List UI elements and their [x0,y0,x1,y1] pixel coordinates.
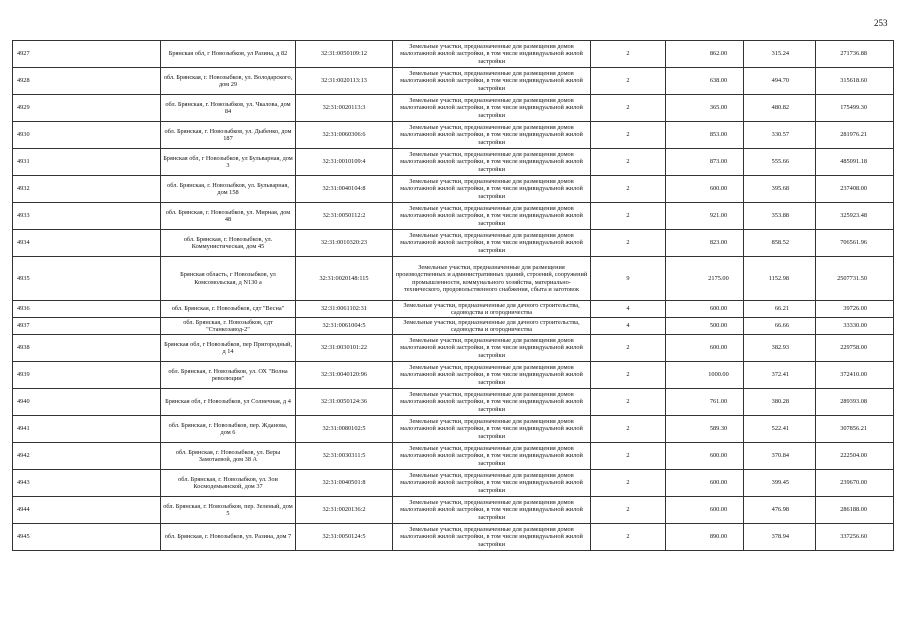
cadastral-number-cell: 32:31:0050109:12 [296,41,393,68]
specific-value-cell: 522.41 [744,416,816,443]
land-use-purpose-cell: Земельные участки, предназначенные для размещения домов малоэтажной жилой застройки, в том числе индивидуальной жилой застройки [393,203,591,230]
table-row [13,95,894,122]
address-cell: обл. Брянская, г. Новозыбков, ул. Веры Замотаевой, дом 38 А [161,443,296,470]
specific-value-cell: 399.45 [744,470,816,497]
row-number: 4937 [13,318,161,335]
address-cell: обл. Брянская, г. Новозыбков, сдт "Весна" [161,301,296,318]
land-use-purpose-cell: Земельные участки, предназначенные для дачного строительства, садоводства и огородничества [393,318,591,335]
land-use-purpose-cell: Земельные участки, предназначенные для размещения домов малоэтажной жилой застройки, в том числе индивидуальной жилой застройки [393,68,591,95]
cadastral-value-cell: 315618.60 [816,68,894,95]
land-use-purpose-cell: Земельные участки, предназначенные для размещения домов малоэтажной жилой застройки, в том числе индивидуальной жилой застройки [393,95,591,122]
address-cell: Брянская обл, г Новозыбков, ул Бульварная, дом 3 [161,149,296,176]
table-row [13,301,894,318]
table-row [13,149,894,176]
specific-value-cell: 380.28 [744,389,816,416]
cadastral-number-cell: 32:31:0020148:115 [296,257,393,301]
specific-value-cell: 330.57 [744,122,816,149]
cadastral-value-cell: 337256.60 [816,524,894,551]
specific-value-cell: 353.88 [744,203,816,230]
address-cell: Брянская обл, г Новозыбков, ул Солнечная, д 4 [161,389,296,416]
cadastral-value-cell: 33330.00 [816,318,894,335]
area-cell: 600.00 [666,176,744,203]
specific-value-cell: 555.66 [744,149,816,176]
row-number: 4936 [13,301,161,318]
address-cell: обл. Брянская, г. Новозыбков, ул. ОХ "Волна революции" [161,362,296,389]
cadastral-value-cell: 307856.21 [816,416,894,443]
use-group-cell: 2 [591,230,666,257]
use-group-cell: 2 [591,176,666,203]
area-cell: 2175.00 [666,257,744,301]
specific-value-cell: 315.24 [744,41,816,68]
area-cell: 500.00 [666,318,744,335]
address-cell: обл. Брянская, г. Новозыбков, пер. Жданова, дом 6 [161,416,296,443]
cadastral-number-cell: 32:31:0040501:8 [296,470,393,497]
specific-value-cell: 66.66 [744,318,816,335]
address-cell: обл. Брянская, г. Новозыбков, ул. Зои Космодемьянской, дом 37 [161,470,296,497]
use-group-cell: 2 [591,416,666,443]
table-row [13,443,894,470]
table-row [13,362,894,389]
area-cell: 600.00 [666,301,744,318]
row-number: 4932 [13,176,161,203]
specific-value-cell: 378.94 [744,524,816,551]
address-cell: обл. Брянская, г. Новозыбков, пер. Зеленый, дом 5 [161,497,296,524]
row-number: 4945 [13,524,161,551]
cadastral-value-cell: 325923.48 [816,203,894,230]
area-cell: 853.00 [666,122,744,149]
cadastral-number-cell: 32:31:0040120:96 [296,362,393,389]
cadastral-value-cell: 2507731.50 [816,257,894,301]
area-cell: 761.00 [666,389,744,416]
cadastral-value-cell: 281976.21 [816,122,894,149]
cadastral-number-cell: 32:31:0040104:8 [296,176,393,203]
land-use-purpose-cell: Земельные участки, предназначенные для размещения домов малоэтажной жилой застройки, в том числе индивидуальной жилой застройки [393,122,591,149]
address-cell: обл. Брянская, г. Новозыбков, ул. Разина, дом 7 [161,524,296,551]
address-cell: обл. Брянская, г. Новозыбков, ул. Володарского, дом 29 [161,68,296,95]
use-group-cell: 2 [591,335,666,362]
cadastral-value-cell: 229758.00 [816,335,894,362]
row-number: 4927 [13,41,161,68]
cadastral-value-cell: 485091.18 [816,149,894,176]
cadastral-number-cell: 32:31:0020136:2 [296,497,393,524]
specific-value-cell: 382.93 [744,335,816,362]
table-row [13,318,894,335]
address-cell: обл. Брянская, г. Новозыбков, сдт "Станкозавод-2" [161,318,296,335]
table-row [13,524,894,551]
address-cell: обл. Брянская, г. Новозыбков, ул. Мирная, дом 48 [161,203,296,230]
land-use-purpose-cell: Земельные участки, предназначенные для размещения домов малоэтажной жилой застройки, в том числе индивидуальной жилой застройки [393,149,591,176]
land-use-purpose-cell: Земельные участки, предназначенные для размещения производственных и административных зданий, строений, сооружений промышленности, коммунального хозяйства, материально-технического, продовольственного снабжения, сбыта и заготовок [393,257,591,301]
row-number: 4941 [13,416,161,443]
use-group-cell: 2 [591,95,666,122]
area-cell: 600.00 [666,497,744,524]
land-use-purpose-cell: Земельные участки, предназначенные для размещения домов малоэтажной жилой застройки, в том числе индивидуальной жилой застройки [393,176,591,203]
table-row [13,416,894,443]
land-use-purpose-cell: Земельные участки, предназначенные для размещения домов малоэтажной жилой застройки, в том числе индивидуальной жилой застройки [393,470,591,497]
use-group-cell: 2 [591,389,666,416]
use-group-cell: 4 [591,318,666,335]
land-use-purpose-cell: Земельные участки, предназначенные для дачного строительства, садоводства и огородничества [393,301,591,318]
land-use-purpose-cell: Земельные участки, предназначенные для размещения домов малоэтажной жилой застройки, в том числе индивидуальной жилой застройки [393,416,591,443]
cadastral-value-cell: 271736.88 [816,41,894,68]
use-group-cell: 2 [591,497,666,524]
cadastral-number-cell: 32:31:0010109:4 [296,149,393,176]
use-group-cell: 2 [591,524,666,551]
cadastral-value-table [12,40,894,551]
area-cell: 1000.00 [666,362,744,389]
table-row [13,470,894,497]
cadastral-number-cell: 32:31:0050112:2 [296,203,393,230]
cadastral-number-cell: 32:31:0010320:23 [296,230,393,257]
cadastral-number-cell: 32:31:0080102:5 [296,416,393,443]
row-number: 4931 [13,149,161,176]
cadastral-number-cell: 32:31:0050124:5 [296,524,393,551]
cadastral-value-cell: 237408.00 [816,176,894,203]
row-number: 4942 [13,443,161,470]
row-number: 4930 [13,122,161,149]
area-cell: 638.00 [666,68,744,95]
area-cell: 921.00 [666,203,744,230]
area-cell: 600.00 [666,443,744,470]
row-number: 4934 [13,230,161,257]
land-use-purpose-cell: Земельные участки, предназначенные для размещения домов малоэтажной жилой застройки, в том числе индивидуальной жилой застройки [393,230,591,257]
area-cell: 600.00 [666,470,744,497]
area-cell: 600.00 [666,335,744,362]
use-group-cell: 4 [591,301,666,318]
table-row [13,176,894,203]
specific-value-cell: 1152.98 [744,257,816,301]
land-use-purpose-cell: Земельные участки, предназначенные для размещения домов малоэтажной жилой застройки, в том числе индивидуальной жилой застройки [393,524,591,551]
address-cell: обл. Брянская, г. Новозыбков, ул. Бульварная, дом 158 [161,176,296,203]
specific-value-cell: 395.68 [744,176,816,203]
cadastral-number-cell: 32:31:0061004:5 [296,318,393,335]
row-number: 4933 [13,203,161,230]
cadastral-value-cell: 372410.00 [816,362,894,389]
specific-value-cell: 372.41 [744,362,816,389]
specific-value-cell: 858.52 [744,230,816,257]
cadastral-value-cell: 222504.00 [816,443,894,470]
land-use-purpose-cell: Земельные участки, предназначенные для размещения домов малоэтажной жилой застройки, в том числе индивидуальной жилой застройки [393,41,591,68]
row-number: 4943 [13,470,161,497]
table-row [13,257,894,301]
address-cell: Брянская область, г Новозыбков, ул Комсомольская, д N130 а [161,257,296,301]
row-number: 4935 [13,257,161,301]
specific-value-cell: 480.82 [744,95,816,122]
cadastral-value-cell: 286188.00 [816,497,894,524]
page-number: 253 [874,18,888,28]
row-number: 4944 [13,497,161,524]
use-group-cell: 2 [591,443,666,470]
area-cell: 365.00 [666,95,744,122]
land-use-purpose-cell: Земельные участки, предназначенные для размещения домов малоэтажной жилой застройки, в том числе индивидуальной жилой застройки [393,389,591,416]
use-group-cell: 2 [591,149,666,176]
land-use-purpose-cell: Земельные участки, предназначенные для размещения домов малоэтажной жилой застройки, в том числе индивидуальной жилой застройки [393,335,591,362]
table-row [13,335,894,362]
specific-value-cell: 370.84 [744,443,816,470]
table-row [13,203,894,230]
cadastral-number-cell: 32:31:0050124:36 [296,389,393,416]
row-number: 4940 [13,389,161,416]
area-cell: 862.00 [666,41,744,68]
use-group-cell: 2 [591,362,666,389]
table-row [13,41,894,68]
cadastral-value-cell: 175499.30 [816,95,894,122]
address-cell: обл. Брянская, г. Новозыбков, ул. Дыбенко, дом 187 [161,122,296,149]
row-number: 4929 [13,95,161,122]
address-cell: Брянская обл, г Новозыбков, пер Пригородный, д 14 [161,335,296,362]
area-cell: 823.00 [666,230,744,257]
use-group-cell: 2 [591,41,666,68]
cadastral-number-cell: 32:31:0030101:22 [296,335,393,362]
specific-value-cell: 494.70 [744,68,816,95]
cadastral-number-cell: 32:31:0020113:13 [296,68,393,95]
use-group-cell: 2 [591,68,666,95]
use-group-cell: 2 [591,122,666,149]
table-row [13,122,894,149]
table-row [13,389,894,416]
row-number: 4939 [13,362,161,389]
cadastral-number-cell: 32:31:0060306:6 [296,122,393,149]
address-cell: обл. Брянская, г. Новозыбков, ул. Чкалова, дом 84 [161,95,296,122]
use-group-cell: 9 [591,257,666,301]
cadastral-value-cell: 39726.00 [816,301,894,318]
land-use-purpose-cell: Земельные участки, предназначенные для размещения домов малоэтажной жилой застройки, в том числе индивидуальной жилой застройки [393,443,591,470]
address-cell: обл. Брянская, г. Новозыбков, ул. Коммунистическая, дом 45 [161,230,296,257]
row-number: 4928 [13,68,161,95]
cadastral-value-cell: 706561.96 [816,230,894,257]
specific-value-cell: 66.21 [744,301,816,318]
cadastral-number-cell: 32:31:0030311:5 [296,443,393,470]
table-row [13,68,894,95]
address-cell: Брянская обл, г Новозыбков, ул Разина, д 82 [161,41,296,68]
cadastral-number-cell: 32:31:0020113:3 [296,95,393,122]
cadastral-value-cell: 239670.00 [816,470,894,497]
area-cell: 873.00 [666,149,744,176]
cadastral-value-cell: 289393.08 [816,389,894,416]
area-cell: 890.00 [666,524,744,551]
land-use-purpose-cell: Земельные участки, предназначенные для размещения домов малоэтажной жилой застройки, в том числе индивидуальной жилой застройки [393,362,591,389]
table-row [13,497,894,524]
row-number: 4938 [13,335,161,362]
table-row [13,230,894,257]
area-cell: 589.30 [666,416,744,443]
specific-value-cell: 476.98 [744,497,816,524]
land-use-purpose-cell: Земельные участки, предназначенные для размещения домов малоэтажной жилой застройки, в том числе индивидуальной жилой застройки [393,497,591,524]
use-group-cell: 2 [591,470,666,497]
cadastral-number-cell: 32:31:0061102:31 [296,301,393,318]
use-group-cell: 2 [591,203,666,230]
